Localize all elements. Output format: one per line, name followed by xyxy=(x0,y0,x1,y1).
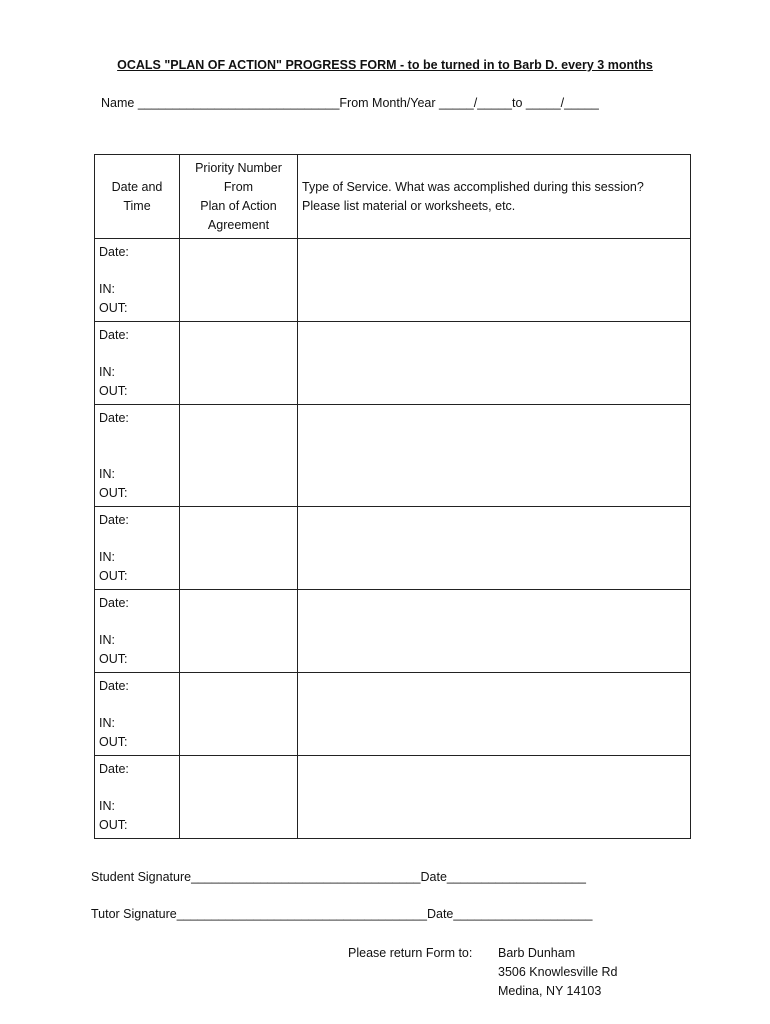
date-time-cell[interactable] xyxy=(95,507,180,590)
priority-number-cell[interactable] xyxy=(180,590,298,673)
form-title: OCALS "PLAN OF ACTION" PROGRESS FORM - to be turned in to Barb D. every 3 months xyxy=(117,58,653,72)
out-label: OUT: xyxy=(99,486,128,500)
header-type-of-service: Type of Service. What was accomplished during this session? Please list material or worksheets, etc. xyxy=(298,155,691,239)
service-description-cell[interactable] xyxy=(298,590,691,673)
table-row xyxy=(95,405,691,507)
tutor-signature-line[interactable]: Tutor Signature____________________________________Date____________________ xyxy=(91,907,593,921)
table-row xyxy=(95,322,691,405)
out-label: OUT: xyxy=(99,735,128,749)
date-time-cell[interactable] xyxy=(95,322,180,405)
priority-number-cell[interactable] xyxy=(180,322,298,405)
in-label: IN: xyxy=(99,716,115,730)
date-time-cell[interactable] xyxy=(95,673,180,756)
return-label: Please return Form to: xyxy=(348,946,473,960)
date-time-cell[interactable] xyxy=(95,405,180,507)
date-label: Date: xyxy=(99,411,129,425)
date-label: Date: xyxy=(99,245,129,259)
date-time-cell[interactable] xyxy=(95,239,180,322)
table-row xyxy=(95,239,691,322)
out-label: OUT: xyxy=(99,301,128,315)
table-row xyxy=(95,590,691,673)
name-and-period-line[interactable]: Name _____________________________From Month/Year _____/_____to _____/_____ xyxy=(101,96,599,110)
table-row xyxy=(95,507,691,590)
table-row xyxy=(95,756,691,839)
in-label: IN: xyxy=(99,467,115,481)
service-description-cell[interactable] xyxy=(298,405,691,507)
priority-number-cell[interactable] xyxy=(180,673,298,756)
out-label: OUT: xyxy=(99,818,128,832)
date-label: Date: xyxy=(99,596,129,610)
progress-log-table xyxy=(94,154,691,839)
service-description-cell[interactable] xyxy=(298,239,691,322)
table-row xyxy=(95,673,691,756)
priority-number-cell[interactable] xyxy=(180,239,298,322)
in-label: IN: xyxy=(99,550,115,564)
return-address: Barb Dunham 3506 Knowlesville Rd Medina, NY 14103 xyxy=(498,946,618,998)
date-label: Date: xyxy=(99,762,129,776)
date-label: Date: xyxy=(99,328,129,342)
date-label: Date: xyxy=(99,679,129,693)
priority-number-cell[interactable] xyxy=(180,507,298,590)
service-description-cell[interactable] xyxy=(298,322,691,405)
in-label: IN: xyxy=(99,633,115,647)
in-label: IN: xyxy=(99,365,115,379)
in-label: IN: xyxy=(99,799,115,813)
date-label: Date: xyxy=(99,513,129,527)
student-signature-line[interactable]: Student Signature_________________________________Date____________________ xyxy=(91,870,586,884)
priority-number-cell[interactable] xyxy=(180,756,298,839)
table-header-row xyxy=(95,155,691,239)
header-priority-number: Priority Number From Plan of Action Agreement xyxy=(180,155,298,239)
out-label: OUT: xyxy=(99,652,128,666)
date-time-cell[interactable] xyxy=(95,590,180,673)
service-description-cell[interactable] xyxy=(298,507,691,590)
service-description-cell[interactable] xyxy=(298,673,691,756)
date-time-cell[interactable] xyxy=(95,756,180,839)
out-label: OUT: xyxy=(99,569,128,583)
header-date-time: Date and Time xyxy=(95,155,180,239)
priority-number-cell[interactable] xyxy=(180,405,298,507)
service-description-cell[interactable] xyxy=(298,756,691,839)
out-label: OUT: xyxy=(99,384,128,398)
in-label: IN: xyxy=(99,282,115,296)
